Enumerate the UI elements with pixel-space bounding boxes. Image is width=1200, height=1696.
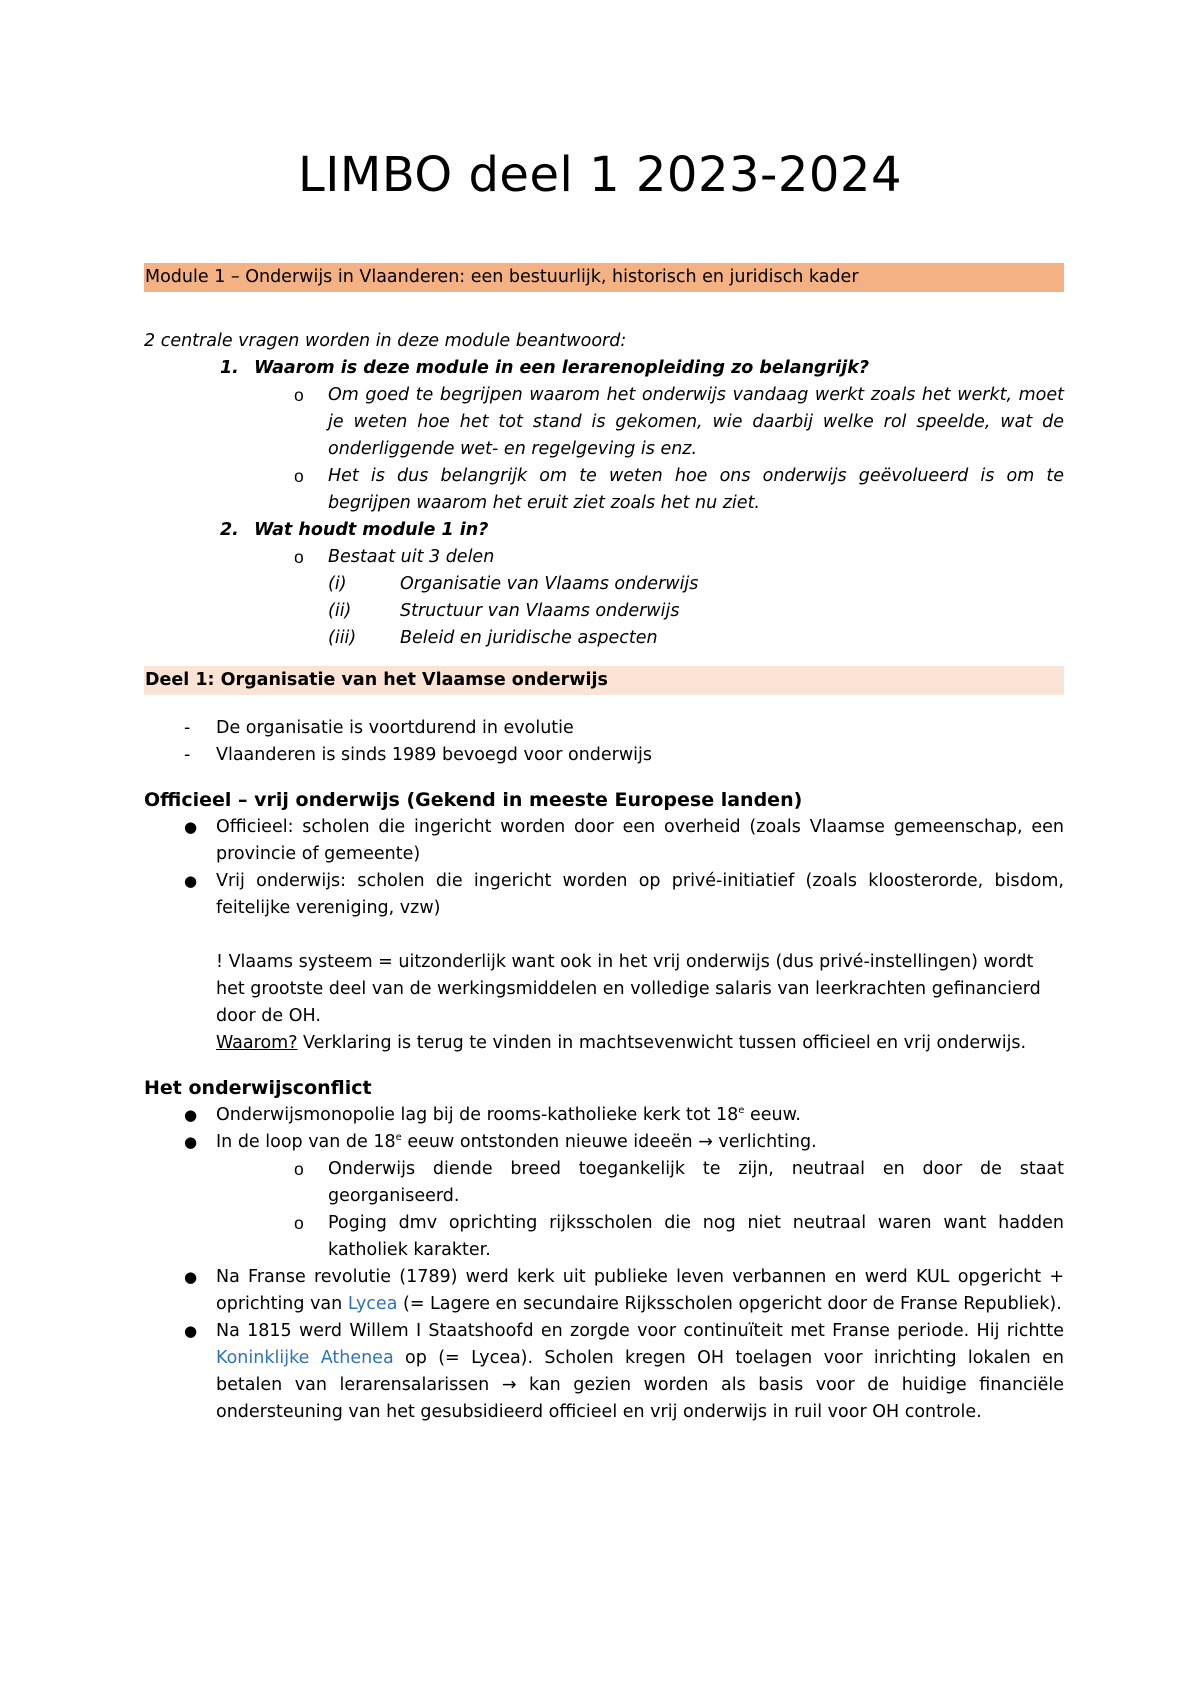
question-text: Waarom is deze module in een lerarenopleiding zo belangrijk?	[254, 358, 869, 378]
document-body	[144, 263, 1064, 1426]
question-1-sub: o Om goed te begrijpen waarom het onderwijs vandaag werkt zoals het werkt, moet je weten hoe het tot stand is gekomen, wie daarbij welke rol speelde, wat de onderliggende wet- en regelgeving is enz.	[144, 382, 1064, 463]
section-heading-conflict: Het onderwijsconflict	[144, 1077, 372, 1099]
bullet-icon: ●	[184, 872, 198, 890]
lycea-link[interactable]: Lycea	[347, 1294, 398, 1314]
document-title: LIMBO deel 1 2023-2024	[298, 147, 902, 203]
circle-bullet-icon: o	[294, 385, 304, 405]
dash-bullet-icon: -	[184, 745, 191, 765]
circle-bullet-icon: o	[294, 466, 304, 486]
module-part: (i) Organisatie van Vlaams onderwijs	[328, 574, 699, 594]
bullet-item: ● Officieel: scholen die ingericht worden door een overheid (zoals Vlaamse gemeenschap, een provincie of gemeente)	[144, 814, 1064, 868]
question-1	[144, 355, 1064, 382]
circle-bullet-icon: o	[294, 1159, 304, 1179]
question-2-sub: o Bestaat uit 3 delen	[144, 544, 1064, 571]
module-part: (iii) Beleid en juridische aspecten	[328, 628, 658, 648]
module-part: (ii) Structuur van Vlaams onderwijs	[328, 601, 680, 621]
bullet-icon: ●	[184, 818, 198, 836]
question-text: Wat houdt module 1 in?	[254, 520, 489, 540]
athenea-link[interactable]: Koninklijke Athenea	[216, 1348, 394, 1368]
module-header: Module 1 – Onderwijs in Vlaanderen: een bestuurlijk, historisch en juridisch kader	[144, 263, 1064, 292]
bullet-item: ● Na Franse revolutie (1789) werd kerk uit publieke leven verbannen en werd KUL opgericht + oprichting van Lycea (= Lagere en secundaire Rijksscholen opgericht door de Franse Republiek).	[144, 1264, 1064, 1318]
circle-bullet-icon: o	[294, 1213, 304, 1233]
bullet-item: ● Vrij onderwijs: scholen die ingericht worden op privé-initiatief (zoals kloosterorde, bisdom, feitelijke vereniging, vzw)	[144, 868, 1064, 922]
bullet-icon: ●	[184, 1106, 198, 1124]
question-2	[144, 517, 1064, 544]
sub-bullet-item: o Onderwijs diende breed toegankelijk te zijn, neutraal en door de staat georganiseerd.	[144, 1156, 1064, 1210]
bullet-icon: ●	[184, 1322, 198, 1340]
section-heading-officieel: Officieel – vrij onderwijs (Gekend in meeste Europese landen)	[144, 789, 803, 811]
question-1-sub: o Het is dus belangrijk om te weten hoe ons onderwijs geëvolueerd is om te begrijpen waarom het eruit ziet zoals het nu ziet.	[144, 463, 1064, 517]
deel1-header: Deel 1: Organisatie van het Vlaamse onderwijs	[144, 666, 1064, 695]
circle-bullet-icon: o	[294, 547, 304, 567]
bullet-icon: ●	[184, 1133, 198, 1151]
bullet-icon: ●	[184, 1268, 198, 1286]
sub-bullet-item: o Poging dmv oprichting rijksscholen die nog niet neutraal waren want hadden katholiek karakter.	[144, 1210, 1064, 1264]
waarom-line: Waarom? Verklaring is terug te vinden in machtsevenwicht tussen officieel en vrij onderwijs.	[216, 1033, 1027, 1053]
question-number: 2.	[220, 520, 239, 540]
bullet-item: ● Na 1815 werd Willem I Staatshoofd en zorgde voor continuïteit met Franse periode. Hij richtte Koninklijke Athenea op (= Lycea). Scholen kregen OH toelagen voor inrichting lokalen en betalen van lerarensalarissen → kan gezien worden als basis voor de huidige financiële ondersteuning van het gesubsidieerd officieel en vrij onderwijs in ruil voor OH controle.	[144, 1318, 1064, 1426]
bullet-item: ● In de loop van de 18e eeuw ontstonden nieuwe ideeën → verlichting.	[144, 1129, 1064, 1156]
waarom-label: Waarom?	[216, 1033, 298, 1053]
question-number: 1.	[220, 358, 239, 378]
officieel-note: ! Vlaams systeem = uitzonderlijk want ook in het vrij onderwijs (dus privé-instellingen) wordt het grootste deel van de werkingsmiddelen en volledige salaris van leerkrachten gefinancierd door de OH.	[216, 952, 1041, 1026]
dash-item: - De organisatie is voortdurend in evolutie	[144, 715, 1064, 742]
dash-bullet-icon: -	[184, 718, 191, 738]
intro-text: 2 centrale vragen worden in deze module beantwoord:	[144, 331, 627, 351]
bullet-item: ● Onderwijsmonopolie lag bij de rooms-katholieke kerk tot 18e eeuw.	[144, 1102, 1064, 1129]
dash-item: - Vlaanderen is sinds 1989 bevoegd voor onderwijs	[144, 742, 1064, 769]
